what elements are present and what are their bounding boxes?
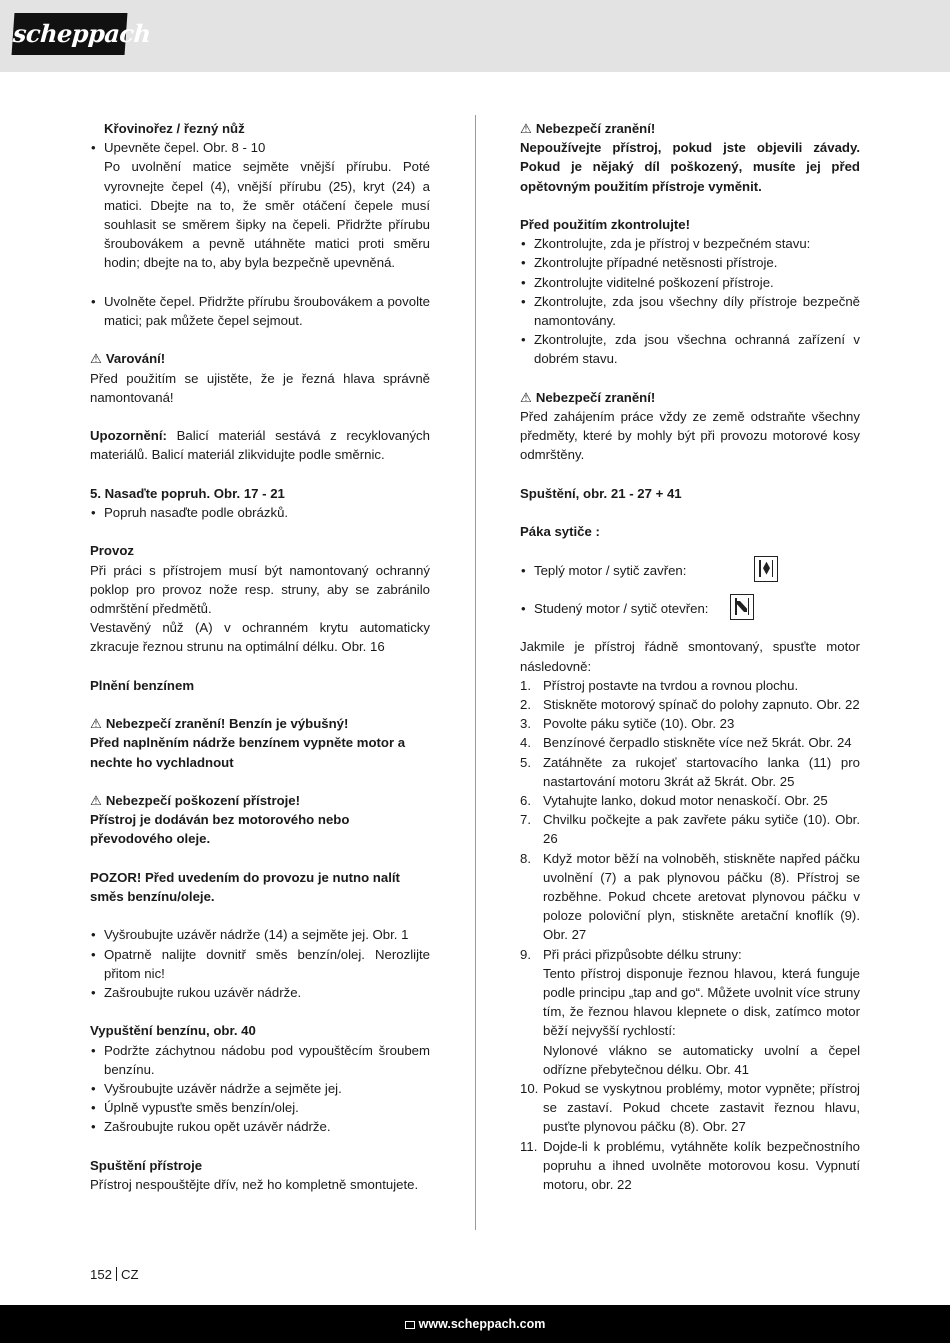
- section-title-start: Spuštění, obr. 21 - 27 + 41: [520, 485, 682, 501]
- section-title-choke: Páka sytiče :: [520, 524, 600, 540]
- list-item: 5. Zatáhněte za rukojeť startovacího lanka (11) pro nastartování motoru 3krát až 5krát. Obr. 25: [520, 754, 860, 789]
- section-title-fuel: Plnění benzínem: [90, 677, 195, 693]
- list-item: [90, 138, 430, 272]
- start-intro-text: Jakmile je přístroj řádně smontovaný, spusťte motor následovně:: [520, 639, 860, 674]
- list-item: • Opatrně nalijte dovnitř směs benzín/olej. Nerozlijte přitom nic!: [90, 945, 430, 983]
- list-item: • Vyšroubujte uzávěr nádrže a sejměte jej.: [90, 1079, 430, 1098]
- list-item: • Zkontrolujte viditelné poškození přístroje.: [520, 273, 860, 292]
- note-paragraph: Upozornění: Balicí materiál sestává z recyklovaných materiálů. Balicí materiál zlikvidujte podle směrnic.: [90, 428, 430, 463]
- section-title-operation: Provoz: [90, 543, 134, 559]
- list-item: 11. Dojde-li k problému, vytáhněte kolík bezpečnostního popruhu a ihned uvolněte motorovou kosu. Vypnutí motoru, obr. 22: [520, 1138, 860, 1193]
- page-number: 152 CZ: [90, 1267, 139, 1282]
- page-footer: [0, 1305, 950, 1343]
- warning-title: ⚠ Varování!: [90, 349, 430, 368]
- list-item: • Uvolněte čepel. Přidržte přírubu šroubovákem a povolte matici; pak můžete čepel sejmout.: [90, 292, 430, 330]
- list-item: 8. Když motor běží na volnoběh, stiskněte napřed páčku uvolnění (7) a pak plynovou páčku (8). Přístroj se rozběhne. Pokud chcete aretovat plynovou páčku v poloze poloviční plyn, stiskněte aretační knoflík (9). Obr. 27: [520, 850, 860, 943]
- list-item: 3. Povolte páku sytiče (10). Obr. 23: [520, 716, 735, 732]
- list-item: 1. Přístroj postavte na tvrdou a rovnou plochu.: [520, 677, 799, 693]
- list-item: • Vyšroubujte uzávěr nádrže (14) a sejměte jej. Obr. 1: [90, 925, 430, 944]
- list-item: • Zašroubujte rukou opět uzávěr nádrže.: [90, 1117, 430, 1136]
- check-list: [520, 234, 860, 368]
- list-item: • Zkontrolujte, zda je přístroj v bezpečném stavu:: [520, 234, 860, 253]
- list-item: 10. Pokud se vyskytnou problémy, motor vypněte; přístroj se zastaví. Pokud chcete zastavit řeznou hlavu, pusťte plynovou páčku (8). Obr. 27: [520, 1081, 860, 1135]
- operation-text-2: Vestavěný nůž (A) v ochranném krytu automaticky zkracuje řeznou strunu na optimální délku. Obr. 16: [90, 620, 430, 655]
- choke-cold-item: • Studený motor / sytič otevřen:: [520, 599, 860, 618]
- right-column: [520, 119, 860, 1194]
- brushcutter-list: [90, 138, 430, 272]
- start-device-text: Přístroj nespouštějte dřív, než ho kompletně smontujete.: [90, 1176, 419, 1192]
- list-item: 2. Stiskněte motorový spínač do polohy zapnuto. Obr. 22: [520, 696, 860, 712]
- list-item: • Popruh nasaďte podle obrázků.: [90, 503, 430, 522]
- injury-warning-title-2: ⚠ Nebezpečí zranění!: [520, 388, 860, 407]
- choke-open-icon: [730, 594, 754, 620]
- list-item: • Zkontrolujte případné netěsnosti přístroje.: [520, 253, 860, 272]
- section-title-drain: Vypuštění benzínu, obr. 40: [90, 1023, 256, 1039]
- list-item: 4. Benzínové čerpadlo stiskněte více než 5krát. Obr. 24: [520, 735, 852, 751]
- warning-text: Před použitím se ujistěte, že je řezná hlava správně namontovaná!: [90, 370, 430, 405]
- warning-triangle-icon: ⚠: [520, 121, 532, 136]
- section-title-start-device: Spuštění přístroje: [90, 1157, 203, 1173]
- list-item: • Úplně vypusťte směs benzín/olej.: [90, 1098, 430, 1117]
- start-steps-list: [520, 676, 860, 1194]
- list-item: • Zašroubujte rukou uzávěr nádrže.: [90, 983, 430, 1002]
- list-item: 6. Vytahujte lanko, dokud motor nenaskočí. Obr. 25: [520, 792, 828, 808]
- warning-triangle-icon: ⚠: [90, 792, 102, 808]
- list-item: 7. Chvilku počkejte a pak zavřete páku sytiče (10). Obr. 26: [520, 812, 860, 847]
- list-item: • Podržte záchytnou nádobu pod vypouštěcím šroubem benzínu.: [90, 1041, 430, 1079]
- damage-warning-text: Přístroj je dodáván bez motorového nebo převodového oleje.: [90, 812, 350, 847]
- choke-closed-icon: [754, 556, 778, 582]
- injury-warning-text: Nepoužívejte přístroj, pokud jste objevili závady. Pokud je nějaký díl poškozený, musíte jej před opětovným použitím přístroje vyměnit.: [520, 140, 860, 194]
- left-column: [90, 119, 430, 1194]
- warning-triangle-icon: ⚠: [90, 351, 102, 367]
- list-item: • Zkontrolujte, zda jsou všechny díly přístroje bezpečně namontovány.: [520, 292, 860, 330]
- operation-text: Při práci s přístrojem musí být namontovaný ochranný poklop pro provoz nože resp. struny, aby se zabránilo odmrštění předmětů.: [90, 562, 430, 616]
- list-item-heading: Upevněte čepel. Obr. 8 - 10: [104, 140, 266, 156]
- brushcutter-list-2: [90, 292, 430, 330]
- list-item: • Zkontrolujte, zda jsou všechna ochranná zařízení v dobrém stavu.: [520, 330, 860, 368]
- section-title-check: Před použitím zkontrolujte!: [520, 217, 690, 232]
- attention-text: POZOR! Před uvedením do provozu je nutno nalít směs benzínu/oleje.: [90, 869, 400, 904]
- damage-warning-title: ⚠ Nebezpečí poškození přístroje!: [90, 791, 430, 810]
- section-title-brushcutter: Křovinořez / řezný nůž: [104, 121, 245, 136]
- brand-logo: scheppach: [12, 13, 128, 55]
- page-header: [0, 0, 950, 72]
- list-item-text: Po uvolnění matice sejměte vnější přírubu. Poté vyrovnejte čepel (4), vnější přírubu (25), kryt (24) a matici. Dbejte na to, že směr otáčení čepele musí souhlasit se směrem šipky na čepeli. Přidržte přírubu šroubovákem a pevně utáhněte matici proti směru hodin; dbejte na to, aby byla bezpečně upevněná.: [104, 159, 430, 271]
- warning-triangle-icon: ⚠: [520, 389, 532, 405]
- injury-warning-title: ⚠ Nebezpečí zranění!: [520, 119, 860, 138]
- choke-warm-item: • Teplý motor / sytič zavřen:: [520, 561, 860, 580]
- injury-warning-text-2: Před zahájením práce vždy ze země odstraňte všechny předměty, které by mohly být při provozu motorové kosy odmrštěny.: [520, 409, 860, 463]
- website-link[interactable]: www.scheppach.com: [418, 1317, 546, 1331]
- drain-list: [90, 1041, 430, 1137]
- fuel-warning-title: ⚠ Nebezpečí zranění! Benzín je výbušný!: [90, 714, 430, 733]
- section-title-strap: 5. Nasaďte popruh. Obr. 17 - 21: [90, 485, 285, 501]
- fuel-warning-text: Před naplněním nádrže benzínem vypněte motor a nechte ho vychladnout: [90, 735, 406, 770]
- column-divider: [475, 115, 476, 1230]
- list-item: 9. Při práci přizpůsobte délku struny: Tento přístroj disponuje řeznou hlavou, která funguje podle principu „tap and go“. Můžete uvolnit více struny tím, že řeznou hlavou klepnete o disk, zatímco motor běží nejvyšší rychlostí: Nylonové vlákno se automaticky uvolní a čepel odřízne přebytečnou délku. Obr. 41: [520, 946, 860, 1077]
- fuel-list: [90, 925, 430, 1002]
- warning-triangle-icon: ⚠: [90, 716, 102, 732]
- monitor-icon: [405, 1321, 415, 1329]
